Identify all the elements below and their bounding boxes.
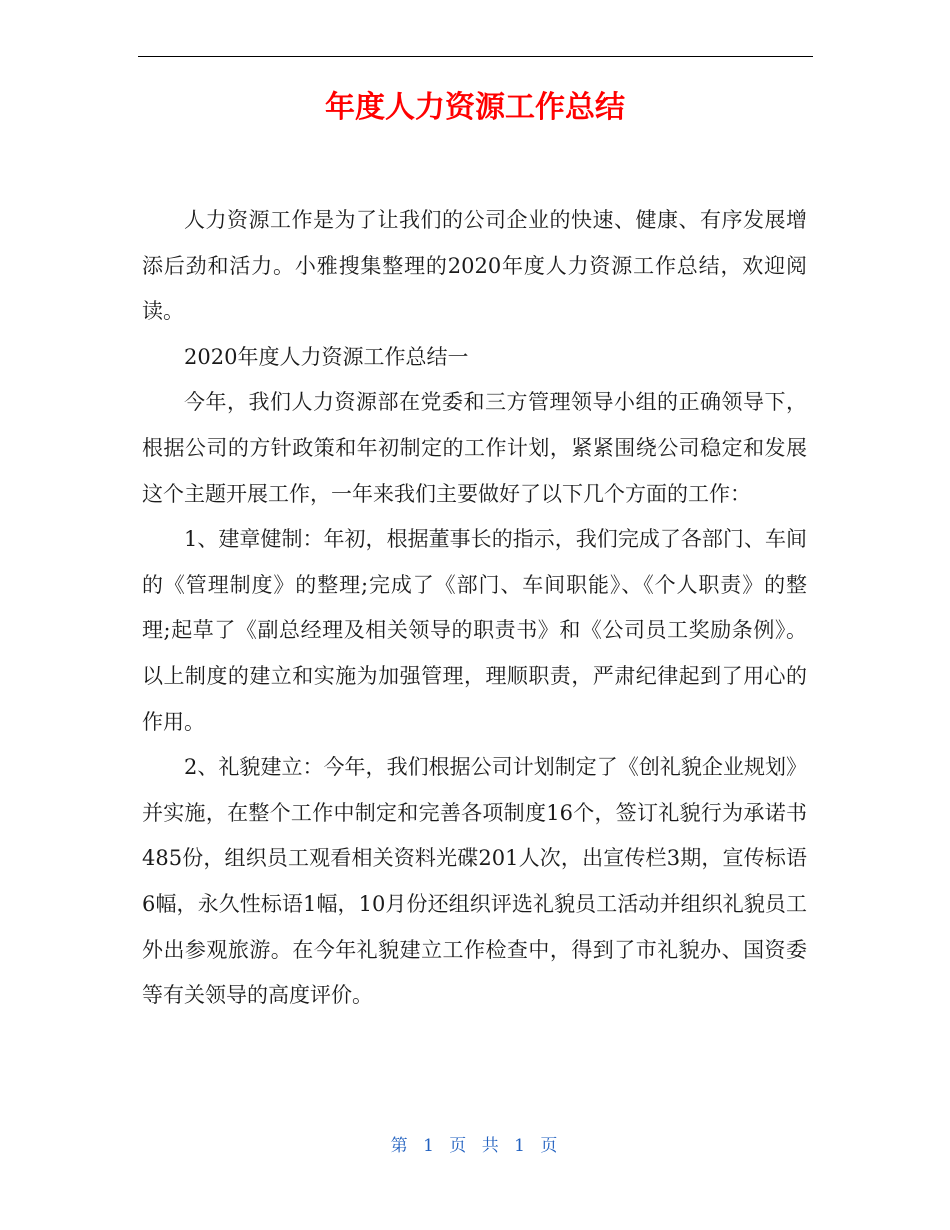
section-heading: 2020年度人力资源工作总结一 <box>184 344 469 369</box>
paragraph-intro: 人力资源工作是为了让我们的公司企业的快速、健康、有序发展增添后劲和活力。小雅搜集整理的2020年度人力资源工作总结，欢迎阅读。 <box>142 208 807 324</box>
document-body <box>142 198 807 1019</box>
header-rule <box>138 56 813 57</box>
page-footer: 第 1 页 共 1 页 <box>390 1136 560 1156</box>
paragraph-overview: 今年，我们人力资源部在党委和三方管理领导小组的正确领导下，根据公司的方针政策和年初制定的工作计划，紧紧围绕公司稳定和发展这个主题开展工作，一年来我们主要做好了以下几个方面的工作： <box>142 390 807 506</box>
paragraph-item-1: 1、建章健制：年初，根据董事长的指示，我们完成了各部门、车间的《管理制度》的整理;完成了《部门、车间职能》、《个人职责》的整理;起草了《副总经理及相关领导的职责书》和《公司员工奖励条例》。以上制度的建立和实施为加强管理，理顺职责，严肃纪律起到了用心的作用。 <box>142 527 807 734</box>
paragraph-item-2: 2、礼貌建立：今年，我们根据公司计划制定了《创礼貌企业规划》并实施，在整个工作中制定和完善各项制度16个，签订礼貌行为承诺书485份，组织员工观看相关资料光碟201人次，出宣传栏3期，宣传标语6幅，永久性标语1幅，10月份还组织评选礼貌员工活动并组织礼貌员工外出参观旅游。在今年礼貌建立工作检查中，得到了市礼貌办、国资委等有关领导的高度评价。 <box>142 755 807 1008</box>
document-title: 年度人力资源工作总结 <box>325 90 625 125</box>
